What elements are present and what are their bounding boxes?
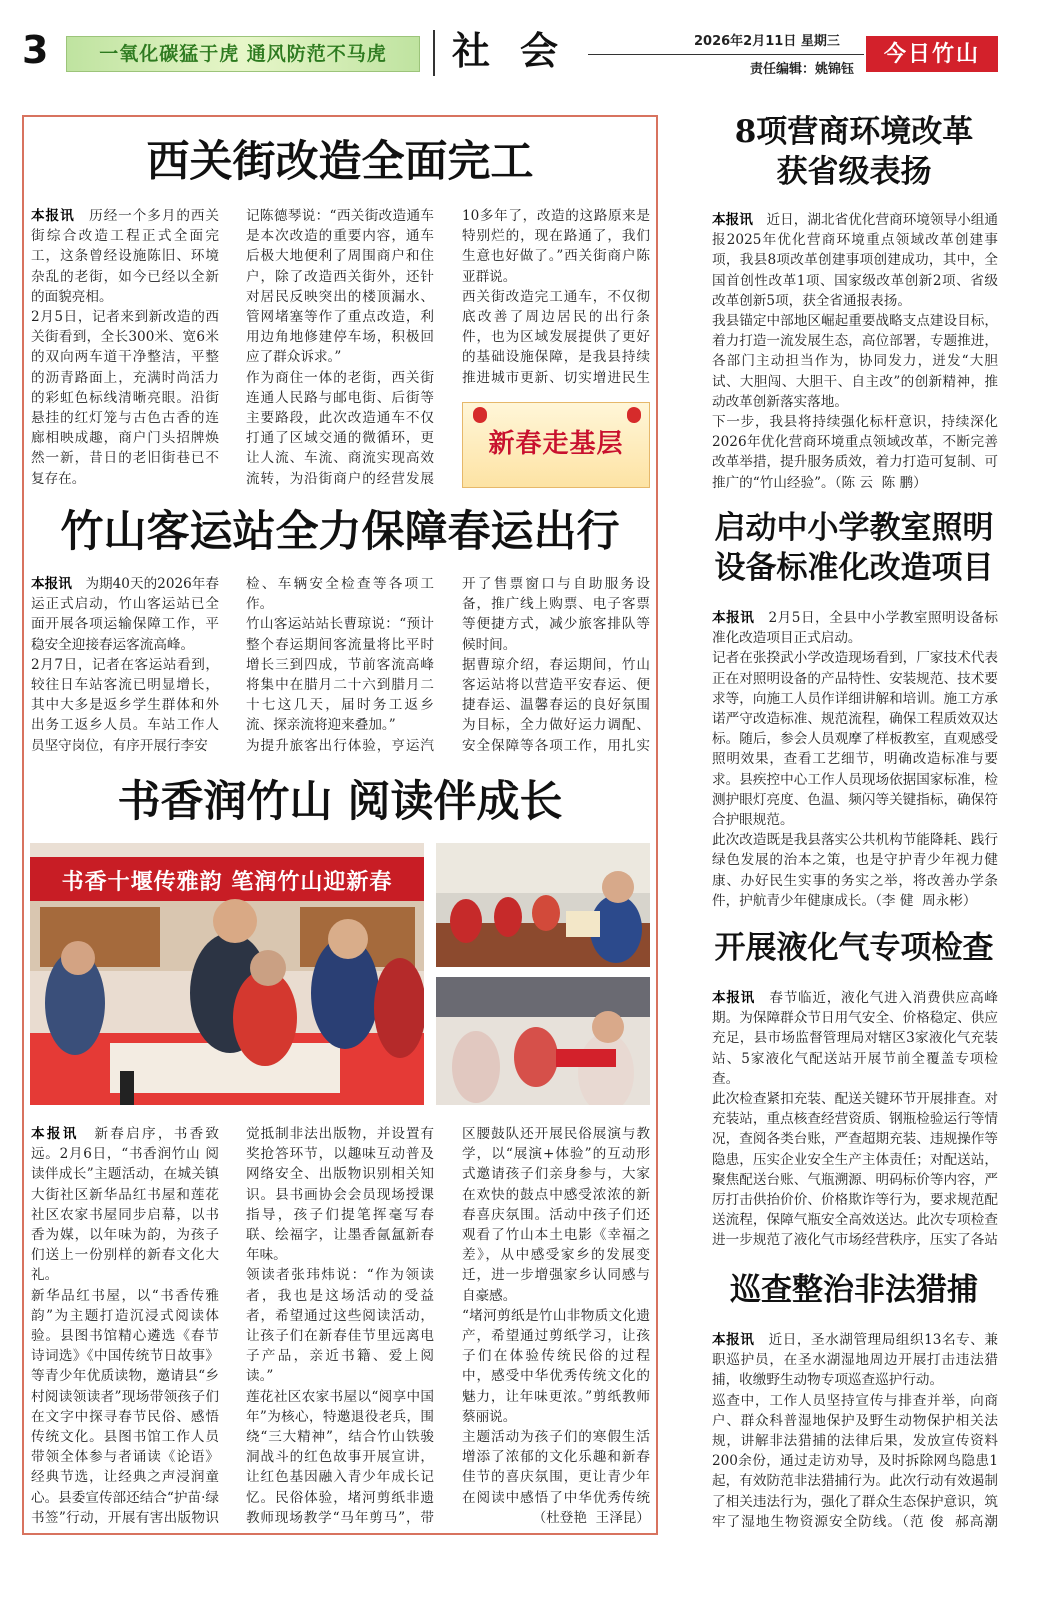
newspaper-logo: 今日竹山 (866, 36, 998, 72)
right3-title: 开展液化气专项检查 (714, 930, 994, 966)
right4-text: 近日，圣水湖管理局组织13名专、兼职巡护员，在圣水湖湿地周边开展打击违法猎捕，收缴野生动物专项巡查巡护行动。 巡查中，工作人员坚持宣传与排查并举，向商户、群众科普湿地保护及野生动物保护相关法规，讲解非法猎捕的法律后果，发放宣传资料200余份，通过走访劝导，及时拆除网鸟隐患1起，有效防范非法猎捕行为。此次行动有效遏制了相关违法行为，强化了群众生态保护意识，筑牢了湿地生物资源安全防线。（范 俊 郝高潮 (712, 1332, 998, 1530)
right1-body (712, 210, 998, 498)
article1-col2-text: 记陈德琴说：“西关街改造通车是本次改造的重要内容，通车后极大地便利了周围商户和住户，除了改造西关街外，还针对居民反映突出的楼顶漏水、管网堵塞等作了重点改造，利用边角地修建停车场，积极回应了群众诉求。” 作为商住一体的老街，西关街连通人民路与邮电街、后街等主要路段，此次改造通车不仅打通了区域交通的微循环，更让人流、车流、商流实现高效流转，为沿街商户的经营发展 (246, 208, 434, 487)
calligraphy-photo (30, 843, 424, 1105)
right1-text: 近日，湖北省优化营商环境领导小组通报2025年优化营商环境重点领域改革创建事项，我县8项改革创建事项创建成功，其中，全国首创性改革1项、国家级改革创新2项、省级改革创新5项，获全省通报表扬。 我县锚定中部地区崛起重要战略支点建设目标，着力打造一流发展生态，高位部署，专题推进，各部门主动担当作为，协同发力，迸发“大胆试、大胆闯、大胆干、自主改”的创新精神，推动改革创新落实落地。 下一步，我县将持续强化标杆意识，持续深化2026年优化营商环境重点领域改革，不断完善改革举措，提升服务质效，着力打造可复制、可推广的“竹山经验”。（陈 云 陈 鹏） (712, 212, 998, 491)
lantern-icon (627, 407, 641, 423)
photo-banner-text: 书香十堰传雅韵 笔润竹山迎新春 (61, 869, 393, 895)
responsible-editor: 责任编辑：姚锦钰 (750, 62, 855, 77)
article2-col2-text: 检、车辆安全检查等各项工作。 竹山客运站站长曹琼说：“预计整个春运期间客流量将比平时增长三到四成，节前客流高峰将集中在腊月二十六到腊月二十七这几天，届时务工返乡流、探亲流将迎来叠加。” 为提升旅客出行体验，亨运汽 (246, 576, 434, 754)
article1-title: 西关街改造全面完工 (146, 137, 534, 187)
article3-title: 书香润竹山 阅读伴成长 (117, 777, 563, 827)
right4-title: 巡查整治非法猎捕 (730, 1272, 978, 1308)
article2-col3-text: 开了售票窗口与自助服务设备，推广线上购票、电子客票等便捷方式，减少旅客排队等候时间。 据曹琼介绍，春运期间，竹山客运站将以营造平安春运、便捷春运、温馨春运的良好氛围为目标，全力做好运力调配、安全保障等各项工作，用扎实 (462, 576, 650, 754)
article2-col1-text: 为期40天的2026年春运正式启动，竹山客运站已全面开展各项运输保障工作，平稳安全迎接春运客流高峰。 2月7日，记者在客运站看到，较往日车站客流已明显增长，其中大多是返乡学生群体和外出务工返乡人员。车站工作人员坚守岗位，有序开展行李安 (31, 576, 219, 754)
right2-text: 2月5日，全县中小学教室照明设备标准化改造项目正式启动。 记者在张揆武小学改造现场看到，厂家技术代表正在对照明设备的产品特性、安装规范、技术要求等，向施工人员作详细讲解和培训。施工方承诺严守改造标准、规范流程，确保工程质效双达标。随后，参会人员观摩了样板教室，直观感受照明效果，查看工艺细节，明确改造标准与要求。县疾控中心工作人员现场依据国家标准，检测护眼灯亮度、色温、频闪等关键指标，确保符合护眼规范。 此次改造既是我县落实公共机构节能降耗、践行绿色发展的治本之策，也是守护青少年视力健康、办好民生实事的务实之举，将改善办学条件，护航青少年健康成长。（李 健 周永彬） (712, 610, 998, 909)
right3-text: 春节临近，液化气进入消费供应高峰期。为保障群众节日用气安全、价格稳定、供应充足，县市场监督管理局对辖区3家液化气充装站、5家液化气配送站开展节前全覆盖专项检查。 此次检查紧扣充装、配送关键环节开展排查。对充装站，重点核查经营资质、钢瓶检验运行等情况，查阅各类台账，严查超期充装、违规操作等隐患，压实企业安全生产主体责任；对配送站，聚焦配送台账、气瓶溯源、明码标价等内容，严厉打击供抬价价、价格欺诈等行为，要求规范配送流程，保障气瓶安全高效送达。此次专项检查进一步规范了液化气市场经营秩序，压实了各站 (712, 990, 998, 1249)
right4-body (712, 1330, 998, 1534)
right1-title-line1: 8项营商环境改革 (734, 114, 974, 150)
article1-col1 (31, 206, 219, 488)
right4-lead: 本报讯 (712, 1332, 755, 1348)
header-rule (588, 54, 864, 55)
article1-col1-text: 历经一个多月的西关街综合改造工程正式全面完工，这条曾经设施陈旧、环境杂乱的老街，如今已经以全新的面貌亮相。 2月5日，记者来到新改造的西关街看到，全长300米、宽6米的双向两车道干净整洁，平整的沥青路面上，充满时尚活力的彩虹色标线清晰亮眼。沿街悬挂的红灯笼与古色古香的连廊相映成趣，商户门头招牌焕然一新，昔日的老旧街巷已不复存在。 (31, 208, 219, 487)
article3-col3 (462, 1124, 650, 1508)
papercut-photo (436, 977, 650, 1105)
article3-lead: 本报讯 (31, 1126, 79, 1142)
right1-title-line2: 获省级表扬 (776, 154, 932, 190)
article3-col1-text: 新春启序，书香致远。2月6日，“书香润竹山 阅读伴成长”主题活动，在城关镇大街社区新华品红书屋和莲花社区农家书屋同步启幕，以书香为媒，以年味为韵，为孩子们送上一份别样的新春文化大礼。 新华品红书屋，以“书香传雅韵”为主题打造沉浸式阅读体验。县图书馆精心遴选《春节诗词选》《中国传统节日故事》等青少年优质读物，邀请县“乡村阅读领读者”现场带领孩子们在文字中探寻春节民俗、感悟传统文化。县图书馆工作人员带领全体参与者诵读《论语》经典节选，让经典之声浸润童心。县委宣传部还结合“护苗·绿书签”行动，开展有害出版物识 (31, 1126, 219, 1526)
article3-col3-text: 区腰鼓队还开展民俗展演与教学，以“展演+体验”的互动形式邀请孩子们亲身参与，大家在欢快的鼓点中感受浓浓的新春喜庆氛围。活动中孩子们还观看了竹山本土电影《幸福之差》，从中感受家乡的发展变迁，进一步增强家乡认同感与自豪感。 “堵河剪纸是竹山非物质文化遗产，希望通过剪纸学习，让孩子们在体验传统民俗的过程中，感受中华优秀传统文化的魅力，让年味更浓。”剪纸教师蔡丽说。 主题活动为孩子们的寒假生活增添了浓郁的文化乐趣和新春佳节的喜庆氛围，更让青少年在阅读中感悟了中华优秀传统 (462, 1126, 650, 1506)
page-number: 3 (22, 28, 49, 72)
right2-lead: 本报讯 (712, 610, 755, 626)
article2-lead: 本报讯 (31, 576, 72, 592)
article1-col3-text: 10多年了，改造的这路原来是特别烂的，现在路通了，我们生意也好做了。”西关街商户陈亚群说。 西关街改造完工通车，不仅彻底改善了周边居民的出行条件，也为区域发展提供了更好的基础设施保障，是我县持续推进城市更新、切实增进民生 (462, 208, 650, 386)
article3-col2-text: 觉抵制非法出版物，并设置有奖抢答环节，以趣味互动普及网络安全、出版物识别相关知识。县书画协会会员现场授课指导，孩子们提笔挥毫写春联、绘福字，让墨香氤氲新春年味。 领读者张玮炜说：“作为领读者，我也是这场活动的受益者，希望通过这些阅读活动，让孩子们在新春佳节里远离电子产品，亲近书籍、爱上阅读。” 莲花社区农家书屋以“阅享中国年”为核心，特邀退役老兵，围绕“三大精神”，结合竹山铁骏洞战斗的红色故事开展宣讲，让红色基因融入青少年成长记忆。民俗体验，堵河剪纸非遗教师现场教学“马年剪马”，带 (246, 1126, 434, 1526)
right3-body (712, 988, 998, 1252)
right2-title-line1: 启动中小学教室照明 (714, 510, 994, 546)
article2-col3 (462, 574, 650, 756)
new-year-banner-text: 新春走基层 (488, 429, 624, 459)
article3-col1 (31, 1124, 219, 1528)
article2-col2 (246, 574, 434, 756)
article3-col2 (246, 1124, 434, 1528)
article3-byline: （杜登艳 王泽昆） (532, 1510, 650, 1526)
article1-col3 (462, 206, 650, 388)
slogan-banner: 一氧化碳猛于虎 通风防范不马虎 (66, 36, 420, 72)
right2-body (712, 608, 998, 916)
lantern-icon (473, 407, 487, 423)
article2-title: 竹山客运站全力保障春运出行 (60, 507, 620, 557)
issue-date: 2026年2月11日 星期三 (694, 34, 840, 49)
right2-title-line2: 设备标准化改造项目 (714, 550, 994, 586)
article2-col1 (31, 574, 219, 756)
header-divider (433, 30, 435, 76)
right1-lead: 本报讯 (712, 212, 753, 228)
section-title: 社会 (452, 28, 589, 73)
article1-col2 (246, 206, 434, 488)
article1-lead: 本报讯 (31, 208, 75, 224)
reading-photo (436, 843, 650, 967)
right3-lead: 本报讯 (712, 990, 756, 1006)
new-year-banner (462, 402, 650, 488)
